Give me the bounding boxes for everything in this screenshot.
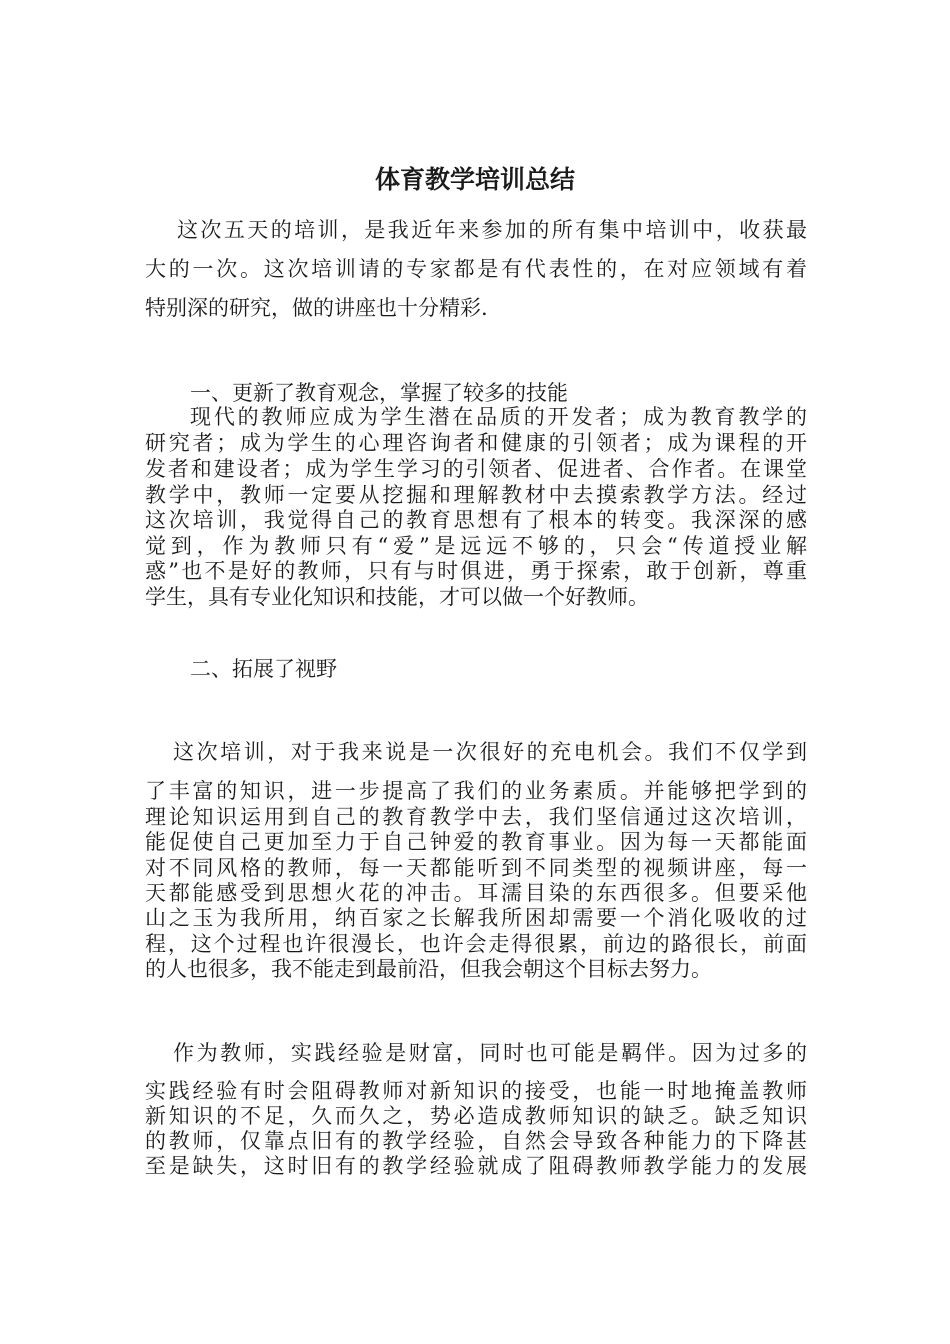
section3-line: 至是缺失，这时旧有的教学经验就成了阻碍教师教学能力的发展 [145,1154,807,1178]
section1-line: 觉到，作为教师只有“爱”是远远不够的，只会“传道授业解 [145,534,807,558]
section1-line: 这次培训，我觉得自己的教育思想有了根本的转变。我深深的感 [145,508,807,532]
section2-line: 对不同风格的教师，每一天都能听到不同类型的视频讲座，每一 [145,856,807,880]
section3-line: 的教师，仅靠点旧有的教学经验，自然会导致各种能力的下降甚 [145,1129,807,1153]
section1-line: 学生，具有专业化知识和技能，才可以做一个好教师。 [145,585,649,609]
section3-line: 实践经验有时会阻碍教师对新知识的接受，也能一时地掩盖教师 [145,1079,807,1103]
section2-line: 了丰富的知识，进一步提高了我们的业务素质。并能够把学到的 [145,779,807,803]
section3-line: 作为教师，实践经验是财富，同时也可能是羁伴。因为过多的 [173,1041,807,1065]
section2-line: 的人也很多，我不能走到最前沿，但我会朝这个目标去努力。 [145,957,712,981]
section2-line: 天都能感受到思想火花的冲击。耳濡目染的东西很多。但要采他 [145,881,807,905]
section1-line: 惑”也不是好的教师，只有与时俱进，勇于探索，敢于创新，尊重 [145,559,807,583]
intro-line: 大的一次。这次培训请的专家都是有代表性的，在对应领域有着 [145,257,807,281]
section2-line: 程，这个过程也许很漫长，也许会走得很累，前边的路很长，前面 [145,932,807,956]
intro-line: 这次五天的培训，是我近年来参加的所有集中培训中，收获最 [177,218,807,242]
section1-line: 发者和建设者；成为学生学习的引领者、促进者、合作者。在课堂 [145,457,807,481]
section2-heading: 二、拓展了视野 [190,657,337,681]
section3-line: 新知识的不足，久而久之，势必造成教师知识的缺乏。缺乏知识 [145,1104,807,1128]
intro-line: 特别深的研究，做的讲座也十分精彩. [145,296,488,320]
section1-heading: 一、更新了教育观念，掌握了较多的技能 [190,381,568,405]
section2-line: 这次培训，对于我来说是一次很好的充电机会。我们不仅学到 [173,740,807,764]
section2-line: 山之玉为我所用，纳百家之长解我所困却需要一个消化吸收的过 [145,906,807,930]
section1-line: 现代的教师应成为学生潜在品质的开发者；成为教育教学的 [190,405,807,429]
section2-line: 能促使自己更加至力于自己钟爱的教育事业。因为每一天都能面 [145,830,807,854]
section1-line: 教学中，教师一定要从挖掘和理解教材中去摸索教学方法。经过 [145,483,807,507]
document-title: 体育教学培训总结 [374,165,575,194]
section1-line: 研究者；成为学生的心理咨询者和健康的引领者；成为课程的开 [145,431,807,455]
section2-line: 理论知识运用到自己的教育教学中去，我们坚信通过这次培训， [145,805,807,829]
